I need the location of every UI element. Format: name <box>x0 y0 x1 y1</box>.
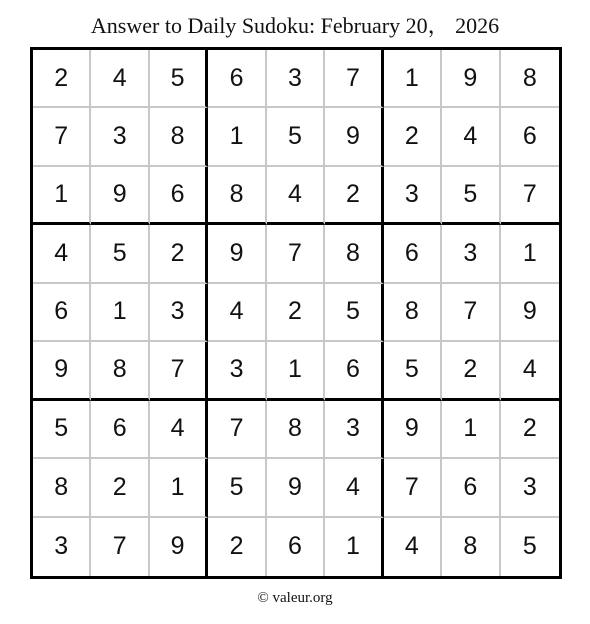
sudoku-cell: 4 <box>501 342 559 400</box>
sudoku-cell: 6 <box>442 459 500 517</box>
sudoku-cell: 9 <box>384 401 442 459</box>
sudoku-cell: 3 <box>267 50 325 108</box>
sudoku-cell: 2 <box>208 518 266 576</box>
sudoku-cell: 5 <box>442 167 500 225</box>
sudoku-cell: 7 <box>150 342 208 400</box>
sudoku-cell: 8 <box>325 225 383 283</box>
sudoku-cell: 8 <box>384 284 442 342</box>
sudoku-cell: 8 <box>91 342 149 400</box>
sudoku-cell: 2 <box>33 50 91 108</box>
sudoku-cell: 7 <box>33 108 91 166</box>
sudoku-cell: 9 <box>150 518 208 576</box>
sudoku-cell: 5 <box>325 284 383 342</box>
sudoku-cell: 2 <box>442 342 500 400</box>
sudoku-cell: 7 <box>208 401 266 459</box>
sudoku-cell: 2 <box>91 459 149 517</box>
sudoku-cell: 1 <box>150 459 208 517</box>
sudoku-cell: 1 <box>267 342 325 400</box>
sudoku-cell: 3 <box>501 459 559 517</box>
sudoku-cell: 1 <box>384 50 442 108</box>
copyright-footer: © valeur.org <box>257 590 333 606</box>
sudoku-cell: 9 <box>267 459 325 517</box>
sudoku-cell: 3 <box>384 167 442 225</box>
sudoku-cell: 4 <box>325 459 383 517</box>
sudoku-cell: 8 <box>33 459 91 517</box>
sudoku-cell: 3 <box>442 225 500 283</box>
sudoku-cell: 6 <box>267 518 325 576</box>
sudoku-cell: 3 <box>91 108 149 166</box>
sudoku-cell: 2 <box>325 167 383 225</box>
sudoku-cell: 2 <box>267 284 325 342</box>
sudoku-cell: 5 <box>91 225 149 283</box>
sudoku-cell: 5 <box>208 459 266 517</box>
page-title: Answer to Daily Sudoku: February 20， 2026 <box>90 13 500 38</box>
sudoku-cell: 3 <box>208 342 266 400</box>
sudoku-cell: 4 <box>33 225 91 283</box>
sudoku-cell: 7 <box>384 459 442 517</box>
sudoku-cell: 6 <box>150 167 208 225</box>
sudoku-cell: 5 <box>267 108 325 166</box>
sudoku-cell: 5 <box>522 532 537 561</box>
sudoku-cell: 2 <box>384 108 442 166</box>
sudoku-cell: 9 <box>501 284 559 342</box>
sudoku-cell: 3 <box>150 284 208 342</box>
sudoku-cell: 1 <box>501 225 559 283</box>
sudoku-cell: 2 <box>150 225 208 283</box>
sudoku-cell: 5 <box>150 50 208 108</box>
sudoku-cell: 1 <box>33 167 91 225</box>
sudoku-cell: 9 <box>325 108 383 166</box>
sudoku-board <box>30 47 562 579</box>
sudoku-cell: 3 <box>325 401 383 459</box>
sudoku-cell: 6 <box>325 342 383 400</box>
sudoku-cell: 4 <box>384 518 442 576</box>
sudoku-cell: 8 <box>267 401 325 459</box>
sudoku-cell: 6 <box>208 50 266 108</box>
sudoku-cell: 8 <box>150 108 208 166</box>
sudoku-cell: 1 <box>91 284 149 342</box>
sudoku-cell: 2 <box>501 401 559 459</box>
sudoku-cell: 1 <box>442 401 500 459</box>
sudoku-cell: 6 <box>91 401 149 459</box>
sudoku-cell: 6 <box>384 225 442 283</box>
sudoku-cell: 4 <box>91 50 149 108</box>
sudoku-cell: 1 <box>208 108 266 166</box>
sudoku-cell: 6 <box>33 284 91 342</box>
sudoku-cell: 7 <box>442 284 500 342</box>
sudoku-cell: 7 <box>267 225 325 283</box>
sudoku-cell: 5 <box>33 401 91 459</box>
sudoku-cell: 7 <box>501 167 559 225</box>
sudoku-cell: 5 <box>384 342 442 400</box>
sudoku-cell: 8 <box>501 50 559 108</box>
sudoku-cell: 9 <box>208 225 266 283</box>
sudoku-cell: 4 <box>267 167 325 225</box>
sudoku-cell: 8 <box>442 518 500 576</box>
sudoku-cell: 4 <box>150 401 208 459</box>
sudoku-cell: 8 <box>208 167 266 225</box>
sudoku-cell: 9 <box>442 50 500 108</box>
sudoku-cell: 7 <box>91 518 149 576</box>
sudoku-cell: 9 <box>33 342 91 400</box>
sudoku-cell: 7 <box>325 50 383 108</box>
sudoku-cell: 1 <box>325 518 383 576</box>
sudoku-cell: 4 <box>208 284 266 342</box>
sudoku-cell: 3 <box>33 518 91 576</box>
sudoku-cell: 6 <box>501 108 559 166</box>
sudoku-cell: 9 <box>91 167 149 225</box>
sudoku-cell: 4 <box>442 108 500 166</box>
